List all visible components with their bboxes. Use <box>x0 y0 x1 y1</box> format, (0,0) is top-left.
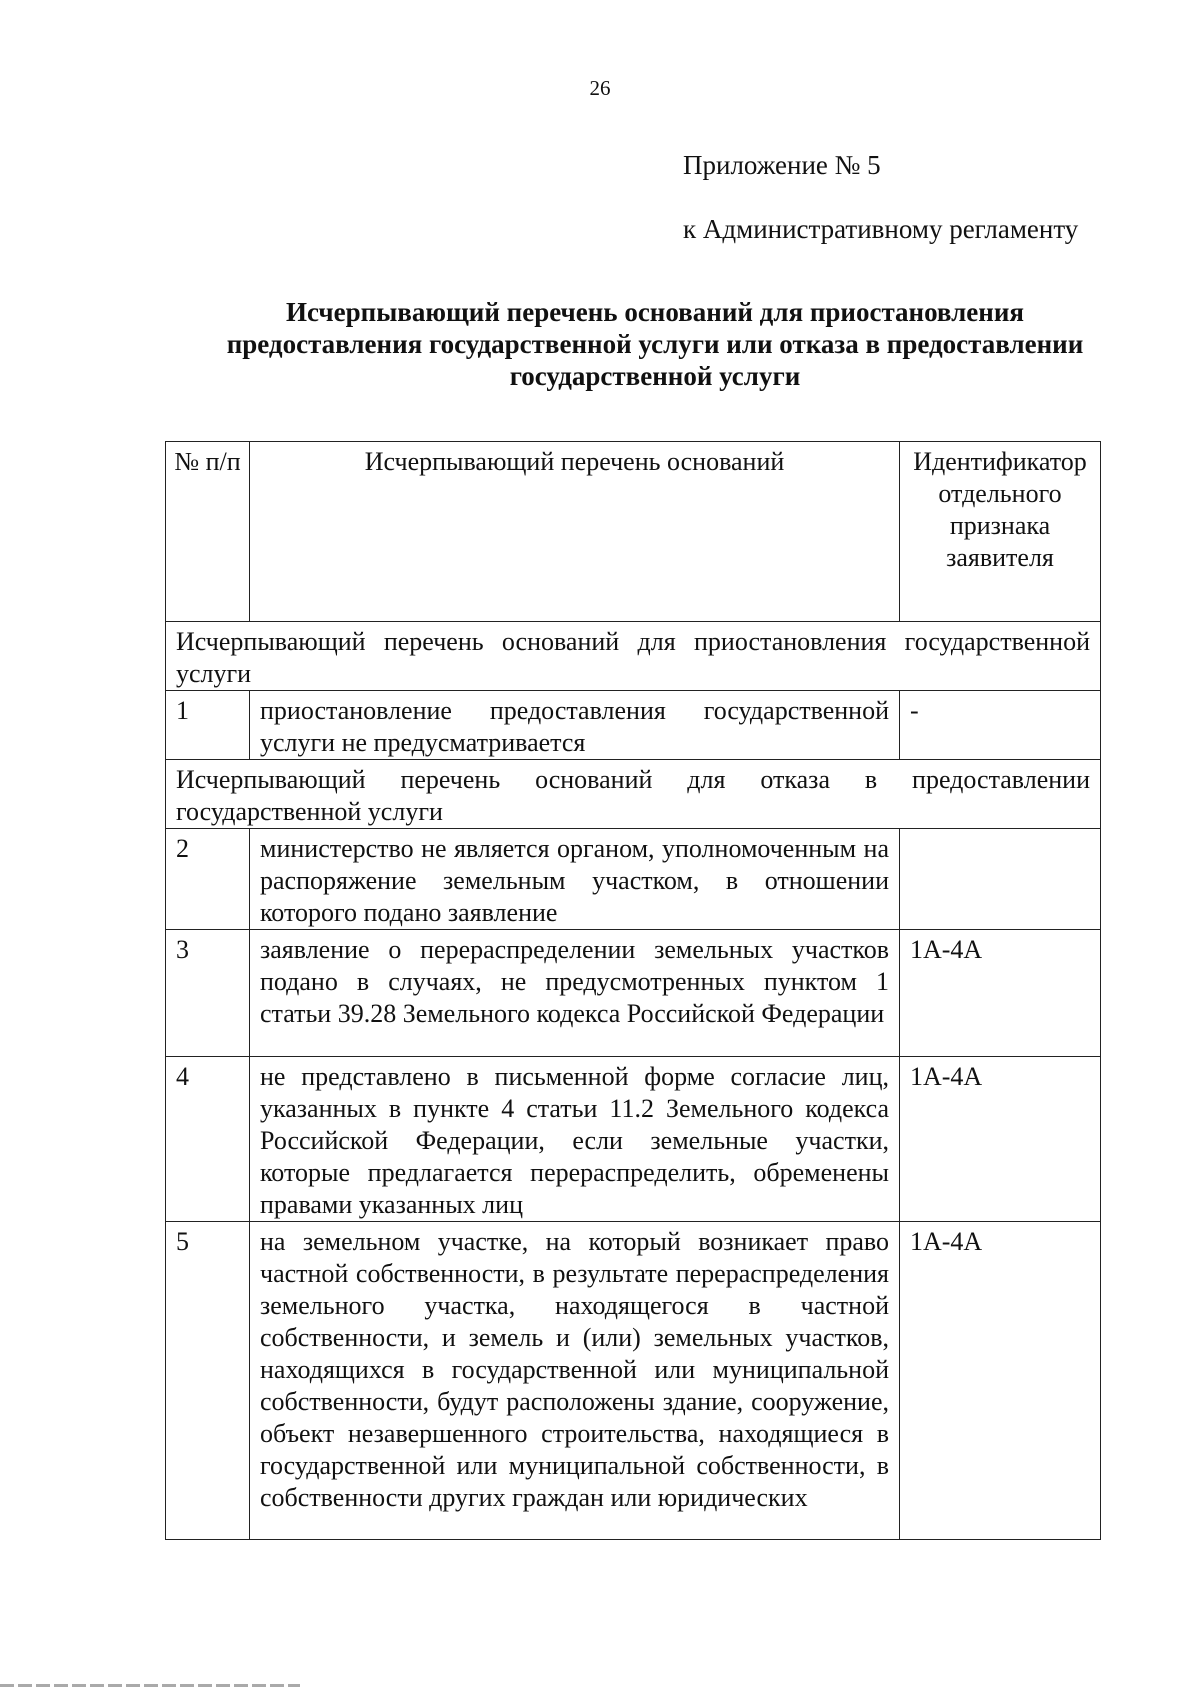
scan-edge-artifact <box>0 1684 300 1687</box>
row-number: 3 <box>166 930 250 1057</box>
row-ground-text: на земельном участке, на который возникает право частной собственности, в результате перераспределения земельного участка, находящегося в частной собственности, и земель и (или) земельных участков, находящихся в государственной или муниципальной собственности, будут расположены здание, сооружение, объект незавершенного строительства, находящиеся в государственной или муниципальной собственности, в собственности других граждан или юридических <box>250 1222 900 1540</box>
row-ground-text: заявление о перераспределении земельных участков подано в случаях, не предусмотренных пунктом 1 статьи 39.28 Земельного кодекса Российской Федерации <box>250 930 900 1057</box>
row-number: 2 <box>166 829 250 930</box>
row-ground-text: министерство не является органом, уполномоченным на распоряжение земельным участком, в отношении которого подано заявление <box>250 829 900 930</box>
document-title <box>160 296 1150 392</box>
row-ground-text: не представлено в письменной форме согласие лиц, указанных в пункте 4 статьи 11.2 Земельного кодекса Российской Федерации, если земельные участки, которые предлагается перераспределить, обременены правами указанных лиц <box>250 1057 900 1222</box>
document-title-line-1: Исчерпывающий перечень оснований для приостановления <box>285 297 1025 327</box>
row-number: 5 <box>166 1222 250 1540</box>
appendix-reference: к Административному регламенту <box>683 214 1079 244</box>
header-grounds: Исчерпывающий перечень оснований <box>250 442 900 622</box>
row-identifier <box>900 829 1101 930</box>
row-identifier: 1А-4А <box>900 1057 1101 1222</box>
table-row <box>166 691 1101 760</box>
grounds-table <box>165 441 1101 1540</box>
section-row-suspension <box>166 622 1101 691</box>
table-row <box>166 1222 1101 1540</box>
row-ground-text: приостановление предоставления государственной услуги не предусматривается <box>250 691 900 760</box>
row-number: 1 <box>166 691 250 760</box>
row-identifier: 1А-4А <box>900 930 1101 1057</box>
table-row <box>166 1057 1101 1222</box>
row-number: 4 <box>166 1057 250 1222</box>
row-identifier: - <box>900 691 1101 760</box>
table-row <box>166 829 1101 930</box>
page-number: 26 <box>589 76 611 100</box>
section-row-refusal <box>166 760 1101 829</box>
appendix-number: Приложение № 5 <box>683 150 881 180</box>
document-title-line-2: предоставления государственной услуги или отказа в предоставлении <box>226 329 1084 359</box>
document-title-line-3: государственной услуги <box>509 361 801 391</box>
row-identifier: 1А-4А <box>900 1222 1101 1540</box>
header-identifier: Идентификатор отдельного признака заявителя <box>900 442 1101 622</box>
table-row <box>166 930 1101 1057</box>
section-refusal-heading: Исчерпывающий перечень оснований для отказа в предоставлении государственной услуги <box>166 760 1101 829</box>
header-number: № п/п <box>166 442 250 622</box>
section-suspension-heading: Исчерпывающий перечень оснований для приостановления государственной услуги <box>166 622 1101 691</box>
table-header-row <box>166 442 1101 622</box>
